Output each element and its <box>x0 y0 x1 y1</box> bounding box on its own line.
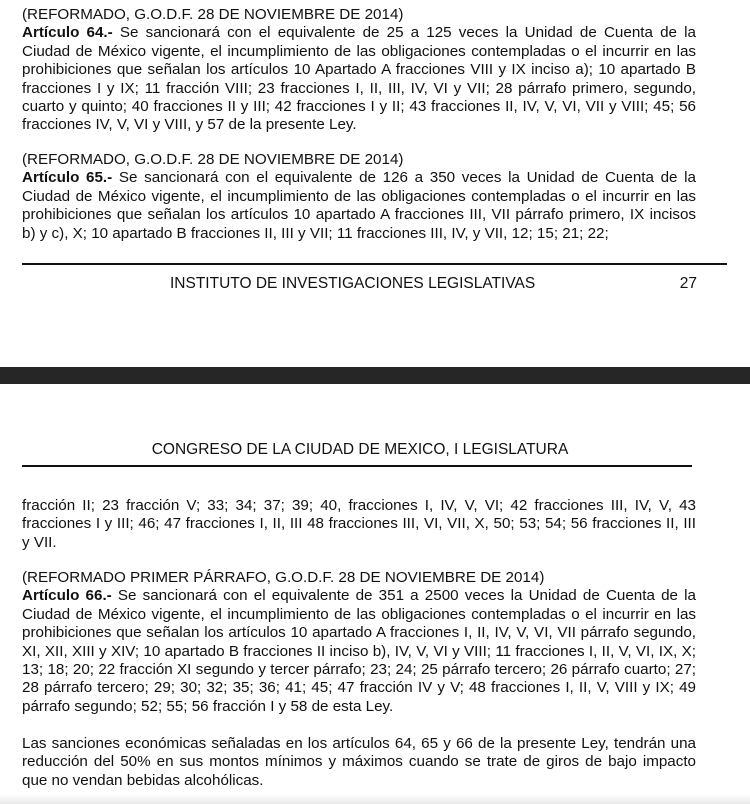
page-bottom-shadow <box>0 794 750 804</box>
article-text: Se sancionará con el equivalente de 351 a 2500 veces la Unidad de Cuenta de la Ciudad de México vigente, el incumplimiento de las obligaciones contempladas o el incurrir en las prohibiciones que señalan los artículos 10 apartado A fracciones I, II, IV, V, VI, VII párrafo segundo, XI, XII, XIII y XIV; 10 apartado B fracciones II inciso b), IV, V, VI y VIII; 11 fracciones I, II, V, VI, IX, X; 13; 18; 20; 22 fracción XI segundo y tercer párrafo; 23; 24; 25 párrafo tercero; 26 párrafo cuarto; 27; 28 párrafo tercero; 29; 30; 32; 35; 36; 41; 45; 47 fracción IV y V; 48 fracciones I, II, V, VIII y IX; 49 párrafo segundo; 52; 55; 56 fracción I y 58 de esta Ley. <box>22 587 696 715</box>
article-label: Artículo 66.- <box>22 587 112 605</box>
institute-name: INSTITUTO DE INVESTIGACIONES LEGISLATIVAS <box>170 275 536 292</box>
page-header: CONGRESO DE LA CIUDAD DE MEXICO, I LEGISLATURA <box>151 441 569 458</box>
article-64 <box>22 6 696 135</box>
article-65 <box>22 151 696 243</box>
reform-note: (REFORMADO PRIMER PÁRRAFO, G.O.D.F. 28 DE NOVIEMBRE DE 2014) <box>22 569 545 586</box>
header-rule <box>22 465 692 467</box>
reform-note: (REFORMADO, G.O.D.F. 28 DE NOVIEMBRE DE 2014) <box>22 6 404 23</box>
footer-rule <box>22 263 727 265</box>
article-body <box>22 587 696 716</box>
article-label: Artículo 65.- <box>22 169 113 187</box>
article-66 <box>22 569 696 716</box>
continuation-text: fracción II; 23 fracción V; 33; 34; 37; 39; 40, fracciones I, IV, V, VI; 42 fracciones III, IV, V, 43 fracciones I y III; 46; 47 fracciones I, II, III 48 fracciones III, VI, VII, X, 50; 53; 54; 56 fracciones II, III y VII. <box>22 497 696 551</box>
reform-note: (REFORMADO, G.O.D.F. 28 DE NOVIEMBRE DE 2014) <box>22 151 404 168</box>
article-label: Artículo 64.- <box>22 24 113 42</box>
continuation-paragraph <box>22 497 696 552</box>
page-number: 27 <box>679 275 697 292</box>
article-text: Se sancionará con el equivalente de 126 a 350 veces la Unidad de Cuenta de la Ciudad de México vigente, el incumplimiento de las obligaciones contempladas o el incurrir en las prohibiciones que señalan los artículos 10 apartado A fracciones III, VII párrafo primero, IX incisos b) y c), X; 10 apartado B fracciones II, III y VII; 11 fracciones III, IV, y VII, 12; 15; 21; 22; <box>22 169 696 242</box>
article-body <box>22 24 696 134</box>
article-text: Se sancionará con el equivalente de 25 a 125 veces la Unidad de Cuenta de la Ciudad de México vigente, el incumplimiento de las obligaciones contempladas o el incurrir en las prohibiciones que señalan los artículos 10 Apartado A fracciones VIII y IX inciso a); 10 apartado B fracciones I y IX; 11 fracción VIII; 23 fracciones I, II, III, IV, VI y VII; 28 párrafo primero, segundo, cuarto y quinto; 40 fracciones II y III; 42 fracciones I y II; 43 fracciones II, IV, V, VI, VII y VIII; 45; 56 fracciones IV, V, VI y VIII, y 57 de la presente Ley. <box>22 24 696 134</box>
closing-text: Las sanciones económicas señaladas en los artículos 64, 65 y 66 de la presente Ley, tendrán una reducción del 50% en sus montos mínimos y máximos cuando se trate de giros de bajo impacto que no vendan bebidas alcohólicas. <box>22 735 696 789</box>
closing-paragraph <box>22 735 696 790</box>
page-separator <box>0 367 750 384</box>
article-body <box>22 169 696 243</box>
